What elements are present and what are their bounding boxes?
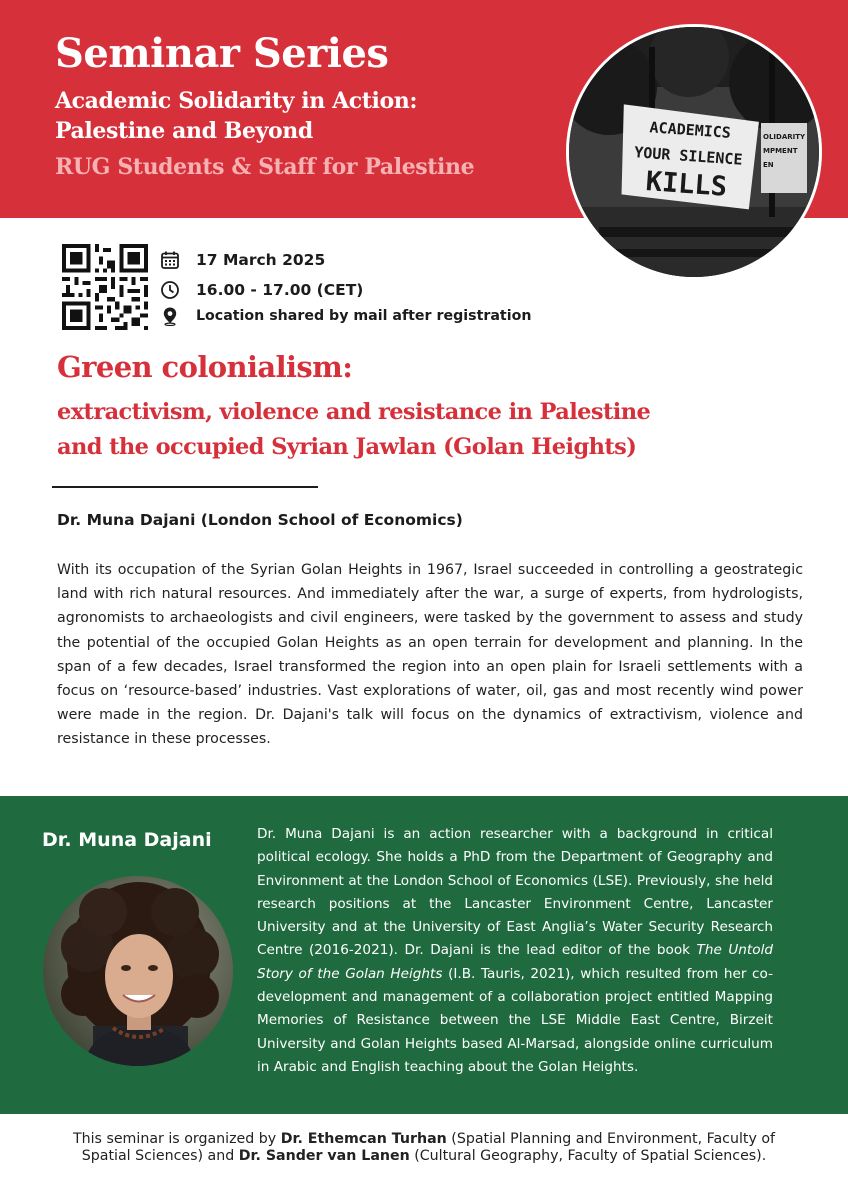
series-subtitle-line2: Palestine and Beyond (55, 118, 313, 144)
series-title: Seminar Series (55, 30, 389, 77)
event-time: 16.00 - 17.00 (CET) (196, 281, 364, 299)
section-divider (52, 486, 318, 488)
side-sign-line2: MPMENT (763, 147, 798, 155)
talk-subtitle-line1: extractivism, violence and resistance in Palestine (57, 399, 651, 425)
event-time-row (160, 280, 363, 300)
event-location: Location shared by mail after registration (196, 308, 532, 324)
bio-text-part1: Dr. Muna Dajani is an action researcher with a background in critical political ecology. She holds a PhD from the Department of Geography and Environment at the London School of Economics (LSE). Previously, she held research positions at the Lancaster Environment Centre, Lancaster University and at the University of East Anglia’s Water Security Research Centre (2016-2021). Dr. Dajani is the lead editor of the book (257, 826, 773, 959)
speaker-affiliation: Dr. Muna Dajani (London School of Economics) (57, 511, 463, 529)
clock-icon (160, 280, 180, 300)
side-sign-line3: EN (763, 161, 774, 169)
qr-code-icon[interactable] (62, 244, 148, 330)
organizer-name: RUG Students & Staff for Palestine (55, 154, 475, 180)
protest-banner-photo (566, 24, 822, 280)
organizers-note (60, 1131, 788, 1165)
event-date-row (160, 250, 325, 270)
banner-text-line3: KILLS (644, 166, 729, 203)
talk-subtitle-line2: and the occupied Syrian Jawlan (Golan Heights) (57, 434, 637, 460)
event-location-row (160, 306, 531, 326)
banner-text-line1: ACADEMICS (649, 118, 732, 142)
talk-abstract: With its occupation of the Syrian Golan Heights in 1967, Israel succeeded in controlling a geostrategic land with rich natural resources. And immediately after the war, a surge of experts, from hydrologists, agronomists to archaeologists and civil engineers, were tasked by the government to assess and study the potential of the occupied Golan Heights as an open terrain for development and planning. In the span of a few decades, Israel transformed the region into an open plain for Israeli settlements with a focus on ‘resource-based’ industries. Vast explorations of water, oil, gas and most recently wind power were made in the region. Dr. Dajani's talk will focus on the dynamics of extractivism, violence and resistance in these processes. (57, 562, 803, 748)
series-subtitle-line1: Academic Solidarity in Action: (55, 88, 418, 114)
footer-intro: This seminar is organized by (72, 1131, 281, 1147)
event-date: 17 March 2025 (196, 251, 326, 269)
speaker-portrait (43, 876, 233, 1066)
location-pin-icon (160, 306, 180, 326)
bio-speaker-name: Dr. Muna Dajani (42, 829, 212, 851)
footer-organizer-2-affiliation: (Cultural Geography, Faculty of Spatial Sciences). (409, 1148, 767, 1164)
footer-organizer-1-affiliation: (Spatial Planning and Environment, Faculty of Spatial Sciences) and (81, 1131, 776, 1164)
bio-text-part2: (I.B. Tauris, 2021), which resulted from her co-development and management of a collaboration project entitled Mapping Memories of Resistance between the LSE Middle East Centre, Birzeit University and Golan Heights based Al-Marsad, alongside online curriculum in Arabic and English teaching about the Golan Heights. (257, 965, 773, 1075)
footer-organizer-2: Dr. Sander van Lanen (238, 1148, 410, 1164)
talk-subtitle (57, 395, 817, 465)
banner-text-line2: YOUR SILENCE (633, 143, 744, 169)
series-subtitle (55, 86, 555, 146)
side-sign-line1: OLIDARITY (763, 133, 806, 141)
footer-organizer-1: Dr. Ethemcan Turhan (280, 1131, 447, 1147)
footer-divider (382, 1114, 566, 1116)
bio-book-title: The Untold Story of the Golan Heights (257, 942, 773, 982)
calendar-icon (160, 250, 180, 270)
talk-title: Green colonialism: (57, 350, 353, 384)
speaker-bio (257, 823, 773, 1079)
